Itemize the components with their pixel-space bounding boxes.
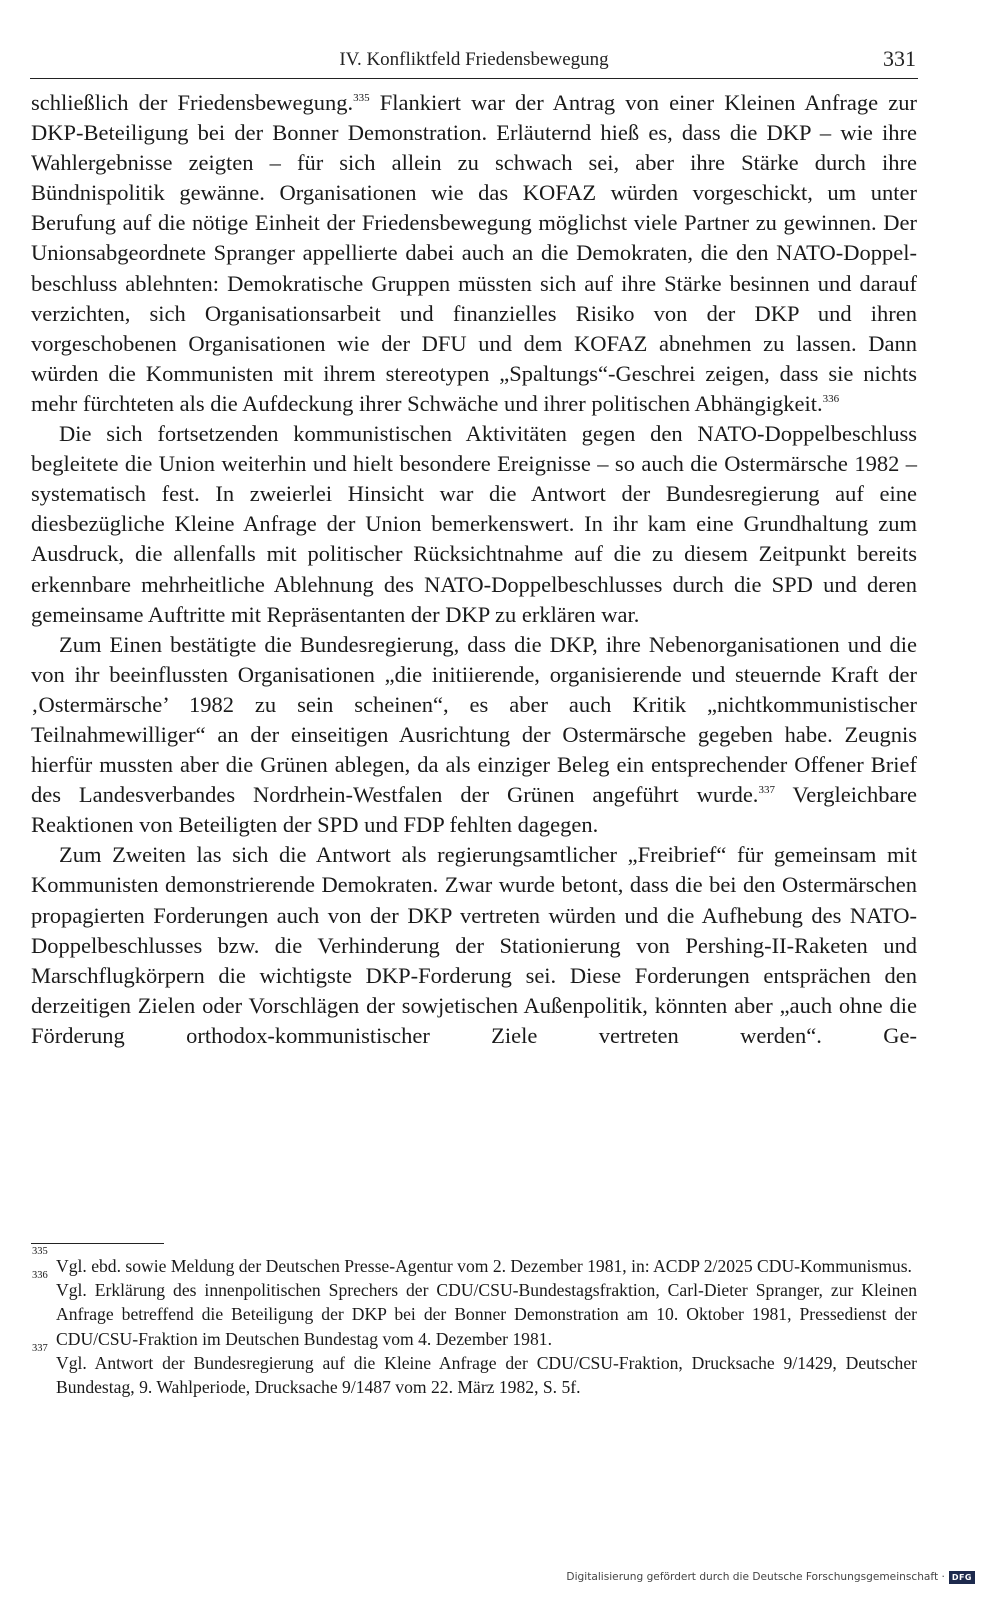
- footnote-text: Vgl. Antwort der Bundesregierung auf die Kleine Anfrage der CDU/CSU-Fraktion, Drucksache 9/1429, Deutscher Bundestag, 9. Wahlperiode, Drucksache 9/1487 vom 22. März 1982, S. 5f.: [56, 1352, 917, 1398]
- footnote-number: 337: [32, 1342, 48, 1354]
- paragraph-4: Zum Zweiten las sich die Antwort als regierungsamtlicher „Freibrief“ für gemeinsam mit Kommunisten demonstrierende Demokraten. Zwar wurde betont, dass die bei den Ostermärschen propagierten Forderungen auch von der DKP vertreten würden und die Aufhebung des NATO-Doppelbeschlusses bzw. die Verhinderung der Stationierung von Pershing-II-Raketen und Marschflugkörpern die wichtigste DKP-Forderung sei. Diese Forderungen entsprächen den derzeitigen Zielen oder Vorschlägen der sowjetischen Außenpolitik, könnten aber „auch ohne die Förderung orthodox-kommunistischer Ziele vertreten werden“. Ge-: [31, 842, 917, 1048]
- footnote-ref-337[interactable]: 337: [758, 784, 775, 797]
- footnote-ref-335[interactable]: 335: [353, 92, 370, 104]
- page-number: 331: [883, 46, 916, 71]
- dfg-logo: DFG: [949, 1571, 975, 1584]
- footnote-text: Vgl. ebd. sowie Meldung der Deutschen Presse-Agentur vom 2. Dezember 1981, in: ACDP 2/2025 CDU-Kommunismus.: [56, 1256, 912, 1276]
- footnote-text: Vgl. Erklärung des innenpolitischen Sprechers der CDU/CSU-Bundestagsfraktion, Carl-Dieter Spranger, zur Kleinen Anfrage betreffend die Beteiligung der DKP bei der Bonner Demonstration am 10. Oktober 1981, Pressedienst der CDU/CSU-Fraktion im Deutschen Bundestag vom 4. Dezember 1981.: [56, 1280, 917, 1349]
- page-header: [30, 44, 918, 79]
- paragraph-3-text-a: Zum Einen bestätigte die Bundesregierung, dass die DKP, ihre Nebenorganisationen und die von ihr beeinflussten Organisationen „die initiierende, organisierende und steuernde Kraft der ‚Ostermärsche’ 1982 zu sein scheinen“, es aber auch Kritik „nichtkommunistischer Teilnahmewilliger“ an der einseitigen Ausrichtung der Ostermärsche gegeben habe. Zeugnis hierfür mussten aber die Grünen ablegen, da als einziger Beleg ein entsprechender Offener Brief des Landesverbandes Nordrhein-Westfalen der Grünen angeführt wurde.: [31, 631, 917, 808]
- footnote-336: [31, 1270, 917, 1351]
- footnote-number: 336: [32, 1270, 48, 1282]
- footnote-335: [31, 1246, 917, 1278]
- credit-text: Digitalisierung gefördert durch die Deutsche Forschungsgemeinschaft ·: [566, 1571, 945, 1583]
- paragraph-1-text-b: Flankiert war der Antrag von einer Kleinen Anfrage zur DKP-Beteiligung bei der Bonner Demonstration. Erläuternd hieß es, dass die DKP – wie ihre Wahlergebnisse zeigten – für sich allein zu schwach sei, aber ihre Stärke durch ihre Bündnispolitik gewänne. Organisationen wie das KOFAZ würden vorgeschickt, um unter Berufung auf die nötige Einheit der Friedensbewegung möglichst viele Partner zu gewinnen. Der Unionsabgeordnete Spranger appellierte dabei auch an die Demokraten, die den NATO-Doppelbeschluss ablehnten: Demokratische Gruppen müssten sich auf ihre Stärke besinnen und darauf verzichten, sich Organisationsarbeit und finanzielles Risiko von der DKP und ihren vorgeschobenen Organisationen wie der DFU und dem KOFAZ abnehmen zu lassen. Dann würden die Kommunisten mit ihrem stereotypen „Spaltungs“-Geschrei zeigen, dass sie nichts mehr fürchteten als die Aufdeckung ihrer Schwäche und ihrer politischen Abhängigkeit.: [31, 90, 917, 416]
- paragraph-2: Die sich fortsetzenden kommunistischen Aktivitäten gegen den NATO-Doppelbeschluss begleitete die Union weiterhin und hielt besondere Ereignisse – so auch die Ostermärsche 1982 – systematisch fest. In zweierlei Hinsicht war die Antwort der Bundesregierung auf eine diesbezügliche Kleine Anfrage der Union bemerkenswert. In ihr kam eine Grundhaltung zum Ausdruck, die allenfalls mit politischer Rücksichtnahme auf die zu diesem Zeitpunkt bereits erkennbare mehrheitliche Ablehnung des NATO-Doppelbeschlusses durch die SPD und deren gemeinsame Auftritte mit Repräsentanten der DKP zu erklären war.: [31, 421, 917, 627]
- paragraph-1-text-a: schließlich der Friedensbewegung.: [31, 90, 354, 115]
- digitization-credit: [566, 1569, 975, 1585]
- paragraph-1: [31, 88, 917, 419]
- running-head: IV. Konfliktfeld Friedensbewegung: [339, 49, 609, 70]
- footnote-divider: [31, 1243, 164, 1244]
- footnotes: [31, 1246, 917, 1399]
- footnote-337: [31, 1342, 917, 1399]
- main-text: [31, 88, 917, 1051]
- footnote-ref-336[interactable]: 336: [822, 392, 840, 405]
- paragraph-3-text-b: Vergleichbare Reaktionen von Beteiligten der SPD und FDP fehlten dagegen.: [31, 782, 917, 838]
- paragraph-3: [31, 630, 917, 841]
- footnote-number: 335: [32, 1246, 48, 1257]
